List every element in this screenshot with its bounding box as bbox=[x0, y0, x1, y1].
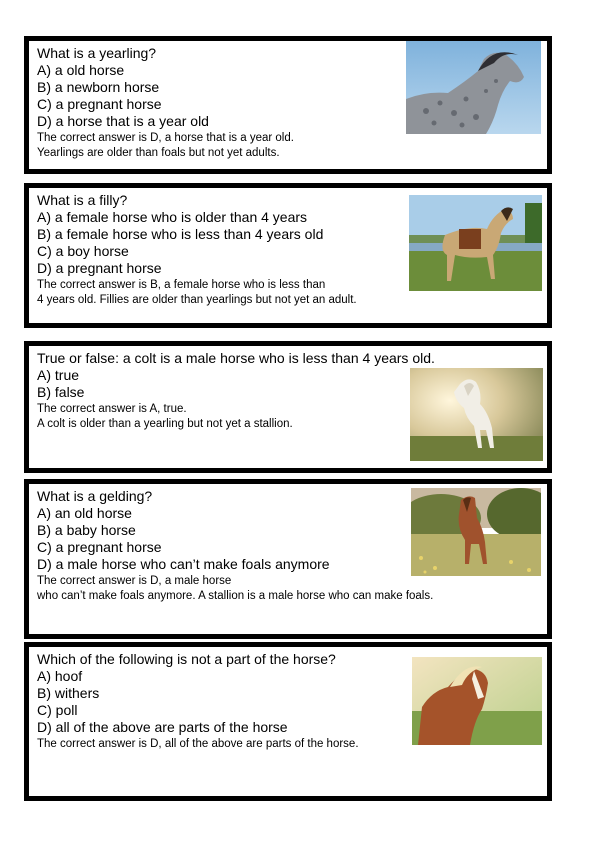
answer-line-1: The correct answer is A, true. bbox=[37, 403, 187, 415]
option-a: A) hoof bbox=[37, 668, 83, 684]
quiz-card-gelding bbox=[24, 479, 552, 639]
saddled-buckskin-horse-photo bbox=[409, 195, 542, 291]
dappled-grey-horse-photo bbox=[406, 41, 541, 134]
question-text: What is a yearling? bbox=[37, 45, 157, 61]
option-d: D) a male horse who can’t make foals anymore bbox=[37, 556, 330, 572]
option-c: C) a pregnant horse bbox=[37, 96, 162, 112]
option-b: B) false bbox=[37, 384, 85, 400]
option-a: A) a female horse who is older than 4 years bbox=[37, 209, 308, 225]
question-text: Which of the following is not a part of the horse? bbox=[37, 651, 336, 667]
option-d: D) all of the above are parts of the horse bbox=[37, 719, 288, 735]
quiz-card-filly bbox=[24, 183, 552, 328]
option-a: A) true bbox=[37, 367, 80, 383]
option-d: D) a pregnant horse bbox=[37, 260, 162, 276]
question-text: What is a filly? bbox=[37, 192, 128, 208]
question-text: What is a gelding? bbox=[37, 488, 153, 504]
option-c: C) a boy horse bbox=[37, 243, 129, 259]
option-a: A) an old horse bbox=[37, 505, 132, 521]
answer-line-2: A colt is older than a yearling but not yet a stallion. bbox=[37, 418, 293, 430]
answer-line-1: The correct answer is D, a horse that is a year old. bbox=[37, 132, 294, 144]
chestnut-horse-in-meadow-photo bbox=[411, 488, 541, 576]
answer-line-1: The correct answer is D, all of the above are parts of the horse. bbox=[37, 738, 359, 750]
answer-line-2: 4 years old. Fillies are older than yearlings but not yet an adult. bbox=[37, 294, 357, 306]
quiz-text bbox=[37, 45, 294, 161]
rearing-white-horse-photo bbox=[410, 368, 543, 461]
answer-line-2: Yearlings are older than foals but not yet adults. bbox=[37, 147, 280, 159]
answer-line-1: The correct answer is B, a female horse who is less than bbox=[37, 279, 326, 291]
option-b: B) a female horse who is less than 4 years old bbox=[37, 226, 324, 242]
quiz-text bbox=[37, 488, 433, 604]
quiz-text bbox=[37, 350, 435, 432]
quiz-card-yearling bbox=[24, 36, 552, 174]
quiz-text bbox=[37, 651, 359, 752]
option-b: B) withers bbox=[37, 685, 100, 701]
quiz-card-horse-parts bbox=[24, 642, 552, 801]
quiz-text bbox=[37, 192, 357, 308]
option-c: C) poll bbox=[37, 702, 78, 718]
option-b: B) a baby horse bbox=[37, 522, 136, 538]
answer-line-1: The correct answer is D, a male horse bbox=[37, 575, 232, 587]
quiz-card-colt bbox=[24, 341, 552, 473]
option-d: D) a horse that is a year old bbox=[37, 113, 209, 129]
answer-line-2: who can’t make foals anymore. A stallion is a male horse who can make foals. bbox=[37, 590, 434, 602]
option-b: B) a newborn horse bbox=[37, 79, 160, 95]
chestnut-horse-with-blond-mane-photo bbox=[412, 657, 542, 745]
option-c: C) a pregnant horse bbox=[37, 539, 162, 555]
question-text: True or false: a colt is a male horse who is less than 4 years old. bbox=[37, 350, 435, 366]
option-a: A) a old horse bbox=[37, 62, 125, 78]
